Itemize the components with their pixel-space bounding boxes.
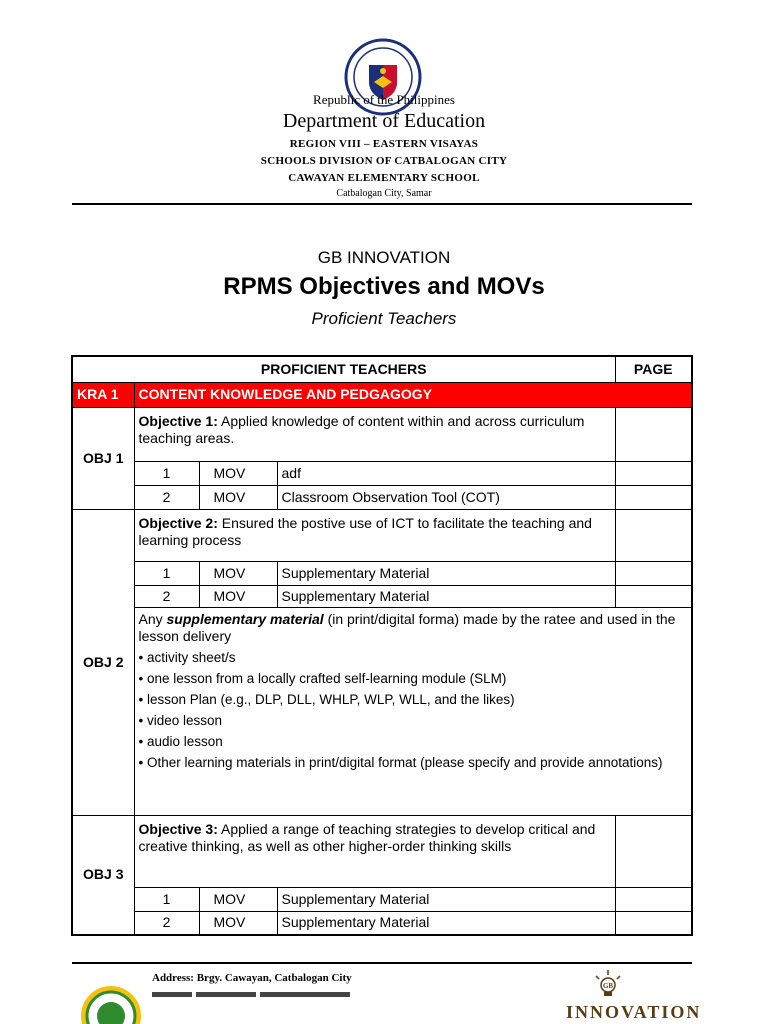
obj2-page-cell[interactable] <box>615 509 692 561</box>
page-subtitle: Proficient Teachers <box>311 309 457 328</box>
mov-label: MOV <box>199 461 277 485</box>
mov-page-cell[interactable] <box>615 561 692 585</box>
obj3-lead: Objective 3: <box>138 820 218 837</box>
mov-page-cell[interactable] <box>615 911 692 935</box>
mov-label: MOV <box>199 911 277 935</box>
table-row <box>72 607 692 815</box>
mov-number: 1 <box>134 461 199 485</box>
mov-number: 2 <box>134 585 199 607</box>
obj1-lead: Objective 1: <box>138 412 218 429</box>
mov-number: 1 <box>134 887 199 911</box>
list-item: • video lesson <box>138 712 223 728</box>
obj1-page-cell[interactable] <box>615 407 692 461</box>
header-department: Department of Education <box>282 110 486 132</box>
header-school: CAWAYAN ELEMENTARY SCHOOL <box>288 172 480 184</box>
footer-address: Address: Brgy. Cawayan, Catbalogan City <box>152 972 352 984</box>
obj3-label: OBJ 3 <box>72 815 134 935</box>
header-proficient-teachers: PROFICIENT TEACHERS <box>72 356 615 382</box>
note-emphasis: supplementary material <box>166 610 324 627</box>
table-row <box>72 485 692 509</box>
mov-page-cell[interactable] <box>615 585 692 607</box>
obj2-lead: Objective 2: <box>138 514 218 531</box>
kra-title: CONTENT KNOWLEDGE AND PEDGAGOGY <box>134 382 692 407</box>
lightbulb-icon <box>588 968 628 1000</box>
table-row <box>72 461 692 485</box>
mov-description: Supplementary Material <box>277 887 615 911</box>
table-row <box>72 585 692 607</box>
mov-number: 2 <box>134 911 199 935</box>
note-suffix: (in print/digital forma) made by the ratee and used in the lesson delivery <box>138 610 676 644</box>
list-item: • Other learning materials in print/digital format (please specify and provide annotations) <box>138 754 663 770</box>
mov-description: Supplementary Material <box>277 911 615 935</box>
mov-description: adf <box>277 461 615 485</box>
table-row <box>72 509 692 561</box>
table-row <box>72 561 692 585</box>
obj2-text <box>134 509 615 561</box>
mov-page-cell[interactable] <box>615 485 692 509</box>
mov-label: MOV <box>199 585 277 607</box>
footer-divider <box>72 962 692 964</box>
obj1-body: Applied knowledge of content within and across curriculum teaching areas. <box>138 412 585 446</box>
mov-description: Classroom Observation Tool (COT) <box>277 485 615 509</box>
list-item: • audio lesson <box>138 733 223 749</box>
obj3-page-cell[interactable] <box>615 815 692 887</box>
obj3-body: Applied a range of teaching strategies to develop critical and creative thinking, as well as other higher-order thinking skills <box>138 820 596 854</box>
brand-mark: GB <box>602 982 614 990</box>
table-row <box>72 911 692 935</box>
mov-page-cell[interactable] <box>615 887 692 911</box>
header-city: Catbalogan City, Samar <box>336 188 432 199</box>
header-republic: Republic of the Philippines <box>313 92 455 107</box>
rpms-table <box>71 355 693 936</box>
obj2-label: OBJ 2 <box>72 509 134 815</box>
kra-row <box>72 382 692 407</box>
table-row <box>72 407 692 461</box>
header-divider <box>72 203 692 205</box>
mov-page-cell[interactable] <box>615 461 692 485</box>
kra-code: KRA 1 <box>72 382 134 407</box>
school-logo-icon <box>78 978 144 1024</box>
mov-number: 1 <box>134 561 199 585</box>
page-title: RPMS Objectives and MOVs <box>223 273 545 300</box>
mov-number: 2 <box>134 485 199 509</box>
obj3-text <box>134 815 615 887</box>
mov-label: MOV <box>199 561 277 585</box>
list-item: • one lesson from a locally crafted self-learning module (SLM) <box>138 670 507 686</box>
mov-description: Supplementary Material <box>277 585 615 607</box>
footer-contact-line <box>152 986 382 998</box>
table-row <box>72 815 692 887</box>
footer-contact-clipped-icon <box>152 986 382 998</box>
obj2-supplementary-note <box>134 607 692 815</box>
mov-description: Supplementary Material <box>277 561 615 585</box>
brand-label: GB INNOVATION <box>317 248 451 267</box>
table-header-row <box>72 356 692 382</box>
header-page: PAGE <box>615 356 692 382</box>
obj1-text <box>134 407 615 461</box>
header-division: SCHOOLS DIVISION OF CATBALOGAN CITY <box>260 155 508 167</box>
list-item: • lesson Plan (e.g., DLP, DLL, WHLP, WLP, WLL, and the likes) <box>138 691 515 707</box>
obj2-body: Ensured the postive use of ICT to facilitate the teaching and learning process <box>138 514 592 548</box>
brand-wordmark: INNOVATION <box>566 1002 702 1022</box>
obj1-label: OBJ 1 <box>72 407 134 509</box>
table-row <box>72 887 692 911</box>
mov-label: MOV <box>199 887 277 911</box>
header-region: REGION VIII – EASTERN VISAYAS <box>289 138 479 150</box>
mov-label: MOV <box>199 485 277 509</box>
list-item: • activity sheet/s <box>138 649 236 665</box>
note-prefix: Any <box>138 610 167 627</box>
